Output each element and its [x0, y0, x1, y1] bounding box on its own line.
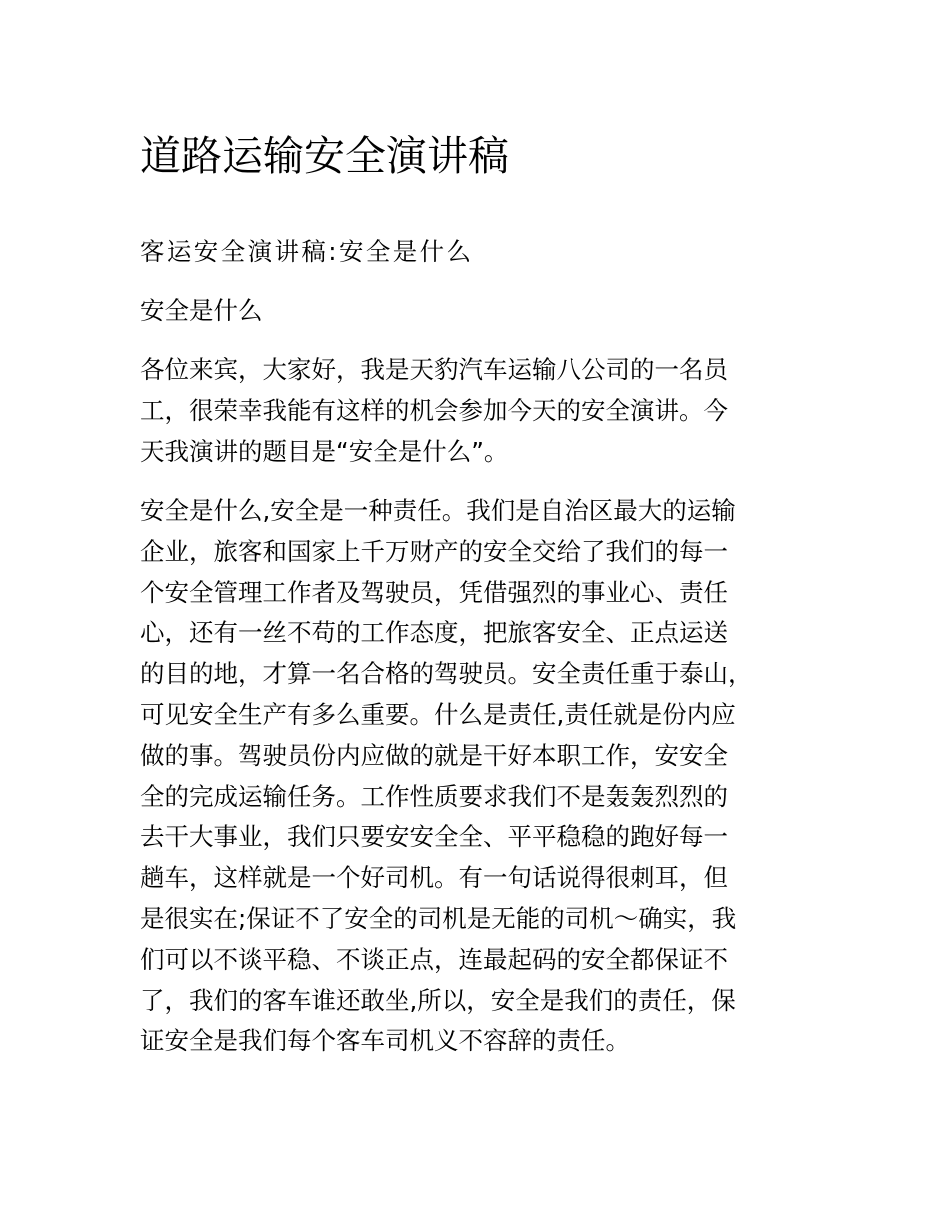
paragraph-line: 的目的地，才算一名合格的驾驶员。安全责任重于泰山， — [140, 659, 753, 689]
paragraph-line: 心，还有一丝不苟的工作态度，把旅客安全、正点运送 — [140, 618, 728, 648]
paragraph-responsibility — [140, 491, 820, 1062]
paragraph-line: 证安全是我们每个客车司机义不容辞的责任。 — [140, 1026, 630, 1056]
paragraph-line: 们可以不谈平稳、不谈正点，连最起码的安全都保证不 — [140, 944, 728, 974]
paragraph-line: 是很实在;保证不了安全的司机是无能的司机～确实，我 — [140, 903, 737, 933]
document-title: 道路运输安全演讲稿 — [140, 132, 509, 180]
paragraph-line: 安全是什么,安全是一种责任。我们是自治区最大的运输 — [140, 496, 736, 525]
paragraph-line: 可见安全生产有多么重要。什么是责任,责任就是份内应 — [140, 699, 736, 729]
paragraph-line: 各位来宾，大家好，我是天豹汽车运输八公司的一名员 — [140, 355, 728, 384]
paragraph-line: 全的完成运输任务。工作性质要求我们不是轰轰烈烈的 — [140, 781, 728, 811]
section-heading: 安全是什么 — [140, 296, 263, 325]
document-subtitle: 客运安全演讲稿:安全是什么 — [140, 237, 474, 266]
paragraph-line: 了，我们的客车谁还敢坐,所以，安全是我们的责任，保 — [140, 985, 736, 1015]
paragraph-line: 个安全管理工作者及驾驶员，凭借强烈的事业心、责任 — [140, 577, 728, 607]
paragraph-line: 去干大事业，我们只要安安全全、平平稳稳的跑好每一 — [140, 822, 728, 852]
paragraph-line: 工，很荣幸我能有这样的机会参加今天的安全演讲。今 — [140, 395, 728, 425]
paragraph-line: 做的事。驾驶员份内应做的就是干好本职工作，安安全 — [140, 740, 728, 770]
paragraph-line: 企业，旅客和国家上千万财产的安全交给了我们的每一 — [140, 536, 728, 566]
paragraph-greeting — [140, 350, 820, 472]
paragraph-line: 天我演讲的题目是“安全是什么”。 — [140, 436, 509, 466]
paragraph-line: 趟车，这样就是一个好司机。有一句话说得很刺耳，但 — [140, 863, 728, 893]
